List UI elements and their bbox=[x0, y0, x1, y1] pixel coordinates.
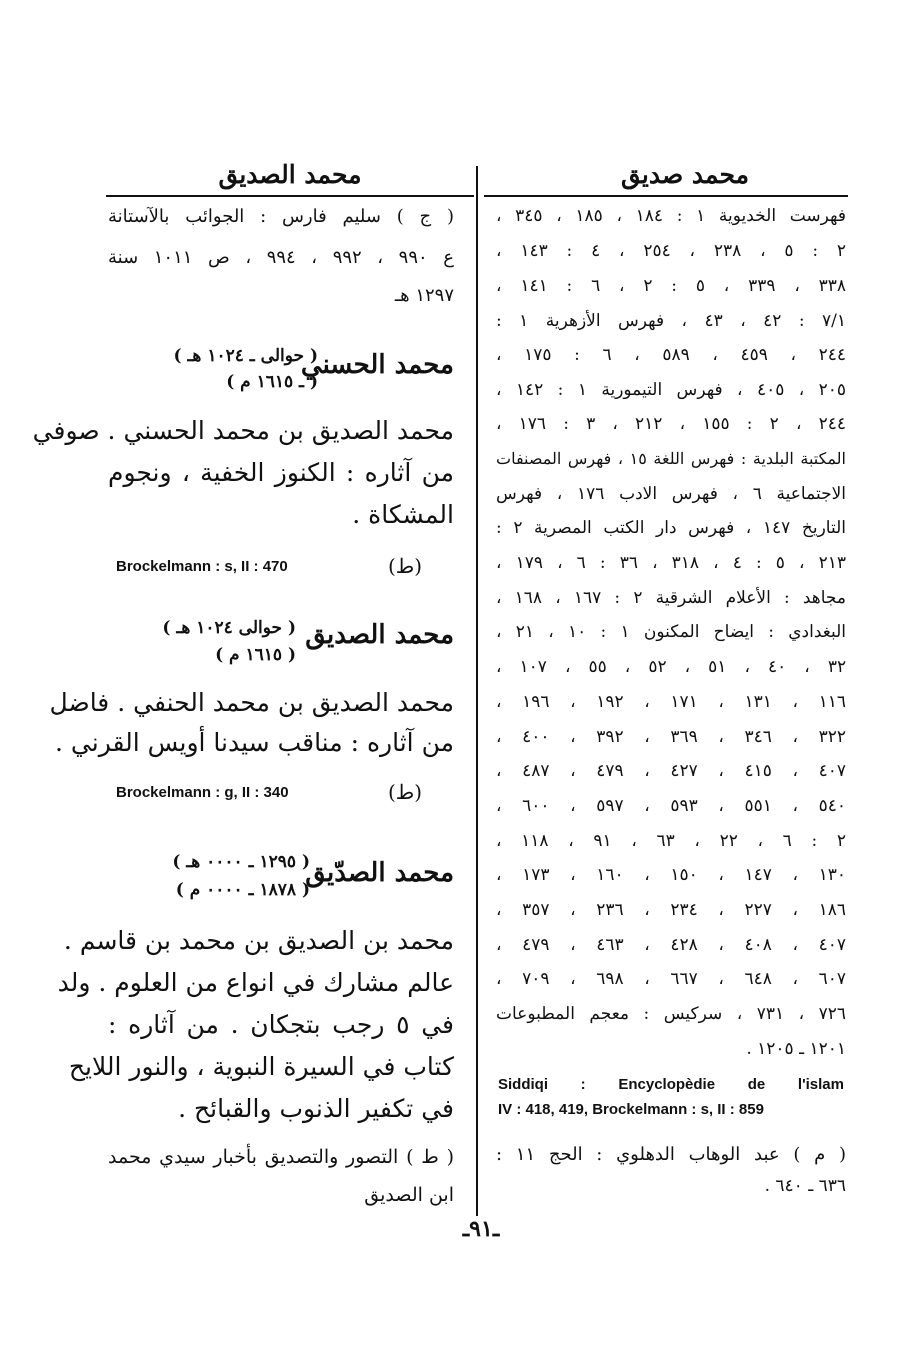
left-intro-line: ع ٩٩٠ ، ٩٩٢ ، ٩٩٤ ، ص ١٠١١ سنة bbox=[108, 247, 454, 268]
entry-text-line: كتاب في السيرة النبوية ، والنور اللايح bbox=[68, 1052, 454, 1081]
entry-text-line: المشكاة . bbox=[352, 500, 454, 529]
reference-mark: (ط) bbox=[388, 554, 423, 578]
entry-name: محمد الحسني bbox=[300, 350, 454, 380]
right-line: ٢٤٤ ، ٢ : ١٥٥ ، ٢١٢ ، ٣ : ١٧٦ ، bbox=[496, 414, 846, 434]
reference-mark: (ط) bbox=[388, 780, 423, 804]
right-note: ٦٣٦ ـ ٦٤٠ . bbox=[764, 1176, 846, 1196]
entry-text-line: محمد الصديق بن محمد الحنفي . فاضل bbox=[49, 688, 454, 717]
entry-text-line: من آثاره : مناقب سيدنا أويس القرني . bbox=[55, 728, 454, 757]
right-line: البغدادي : ايضاح المكنون ١ : ١٠ ، ٢١ ، bbox=[496, 622, 847, 642]
page-number: ـ٩١ـ bbox=[462, 1216, 500, 1242]
entry-date-gregorian: ( ١٨٧٨ ـ ٠٠٠٠ م ) bbox=[175, 880, 310, 900]
left-intro-line: ( ج ) سليم فارس : الجوائب بالآستانة bbox=[108, 206, 454, 227]
left-intro-line: ١٢٩٧ هـ bbox=[394, 285, 454, 306]
right-column-header: محمد صديق bbox=[621, 160, 749, 189]
right-line: فهرست الخديوية ١ : ١٨٤ ، ١٨٥ ، ٣٤٥ ، bbox=[496, 206, 847, 226]
entry-date-hijri: ( ١٢٩٥ ـ ٠٠٠٠ هـ ) bbox=[172, 852, 310, 872]
entry-text-line: في تكفير الذنوب والقبائح . bbox=[178, 1094, 454, 1123]
entry-text-line: عالم مشارك في انواع من العلوم . ولد bbox=[57, 968, 454, 997]
entry-name: محمد الصديق bbox=[305, 620, 454, 650]
right-line: ٣٢ ، ٤٠ ، ٥١ ، ٥٢ ، ٥٥ ، ١٠٧ ، bbox=[496, 657, 847, 677]
right-latin-reference: Siddiqi : Encyclopèdie de l'islam bbox=[498, 1076, 844, 1093]
column-divider bbox=[476, 166, 478, 1216]
right-latin-reference: IV : 418, 419, Brockelmann : s, II : 859 bbox=[498, 1101, 764, 1118]
right-line: ٥٤٠ ، ٥٥١ ، ٥٩٣ ، ٥٩٧ ، ٦٠٠ ، bbox=[496, 796, 847, 816]
entry-reference-line: ابن الصديق bbox=[364, 1184, 454, 1206]
entry-text-line: من آثاره : الكنوز الخفية ، ونجوم bbox=[108, 458, 454, 487]
entry-text-line: محمد بن الصديق بن محمد بن قاسم . bbox=[63, 926, 454, 955]
right-line: ٤٠٧ ، ٤١٥ ، ٤٢٧ ، ٤٧٩ ، ٤٨٧ ، bbox=[496, 761, 847, 781]
right-line: ٢١٣ ، ٥ : ٤ ، ٣١٨ ، ٣٦ : ٦ ، ١٧٩ ، bbox=[496, 553, 847, 573]
right-line: ٣٣٨ ، ٣٣٩ ، ٥ : ٢ ، ٦ : ١٤١ ، bbox=[496, 276, 847, 296]
entry-date-gregorian: ( ١٦١٥ م ) bbox=[215, 645, 296, 665]
entry-date-gregorian: ( ـ ١٦١٥ م ) bbox=[226, 372, 318, 392]
entry-name: محمد الصدّيق bbox=[305, 858, 454, 888]
right-line: ٢ : ٥ ، ٢٣٨ ، ٢٥٤ ، ٤ : ١٤٣ ، bbox=[496, 241, 847, 261]
reference-latin: Brockelmann : s, II : 470 bbox=[116, 558, 288, 575]
right-line: ١١٦ ، ١٣١ ، ١٧١ ، ١٩٢ ، ١٩٦ ، bbox=[496, 692, 847, 712]
right-line: ٢ : ٦ ، ٢٢ ، ٦٣ ، ٩١ ، ١١٨ ، bbox=[496, 831, 847, 851]
right-line: ٢٤٤ ، ٤٥٩ ، ٥٨٩ ، ٦ : ١٧٥ ، bbox=[496, 345, 846, 365]
reference-latin: Brockelmann : g, II : 340 bbox=[116, 784, 289, 801]
right-note: ( م ) عبد الوهاب الدهلوي : الحج ١١ : bbox=[496, 1144, 846, 1165]
entry-text-line: في ٥ رجب بتجكان . من آثاره : bbox=[108, 1010, 454, 1039]
header-underline-right bbox=[484, 195, 848, 197]
right-line: التاريخ ١٤٧ ، فهرس دار الكتب المصرية ٢ : bbox=[496, 518, 847, 538]
right-line: ١٨٦ ، ٢٢٧ ، ٢٣٤ ، ٢٣٦ ، ٣٥٧ ، bbox=[496, 900, 847, 920]
right-line: ١٢٠١ ـ ١٢٠٥ . bbox=[746, 1039, 846, 1059]
right-line: الاجتماعية ٦ ، فهرس الادب ١٧٦ ، فهرس bbox=[496, 484, 847, 504]
entry-date-hijri: ( حوالى ـ ١٠٢٤ هـ ) bbox=[173, 346, 318, 366]
right-line: ٢٠٥ ، ٤٠٥ ، فهرس التيمورية ١ : ١٤٢ ، bbox=[496, 380, 847, 400]
right-line: ٧/١ : ٤٢ ، ٤٣ ، فهرس الأزهرية ١ : bbox=[496, 311, 846, 331]
right-line: ٣٢٢ ، ٣٤٦ ، ٣٦٩ ، ٣٩٢ ، ٤٠٠ ، bbox=[496, 727, 847, 747]
header-underline-left bbox=[106, 195, 474, 197]
right-line: المكتبة البلدية : فهرس اللغة ١٥ ، فهرس المصنفات bbox=[496, 449, 846, 468]
left-column-header: محمد الصديق bbox=[218, 160, 362, 189]
entry-text-line: محمد الصديق بن محمد الحسني . صوفي bbox=[32, 416, 454, 445]
right-line: ٦٠٧ ، ٦٤٨ ، ٦٦٧ ، ٦٩٨ ، ٧٠٩ ، bbox=[496, 969, 847, 989]
right-line: ٧٢٦ ، ٧٣١ ، سركيس : معجم المطبوعات bbox=[496, 1004, 847, 1024]
entry-reference-line: ( ط ) التصور والتصديق بأخبار سيدي محمد bbox=[108, 1146, 454, 1168]
right-line: ١٣٠ ، ١٤٧ ، ١٥٠ ، ١٦٠ ، ١٧٣ ، bbox=[496, 865, 847, 885]
right-line: مجاهد : الأعلام الشرقية ٢ : ١٦٧ ، ١٦٨ ، bbox=[496, 588, 847, 608]
right-line: ٤٠٧ ، ٤٠٨ ، ٤٢٨ ، ٤٦٣ ، ٤٧٩ ، bbox=[496, 935, 847, 955]
entry-date-hijri: ( حوالى ١٠٢٤ هـ ) bbox=[162, 618, 296, 638]
